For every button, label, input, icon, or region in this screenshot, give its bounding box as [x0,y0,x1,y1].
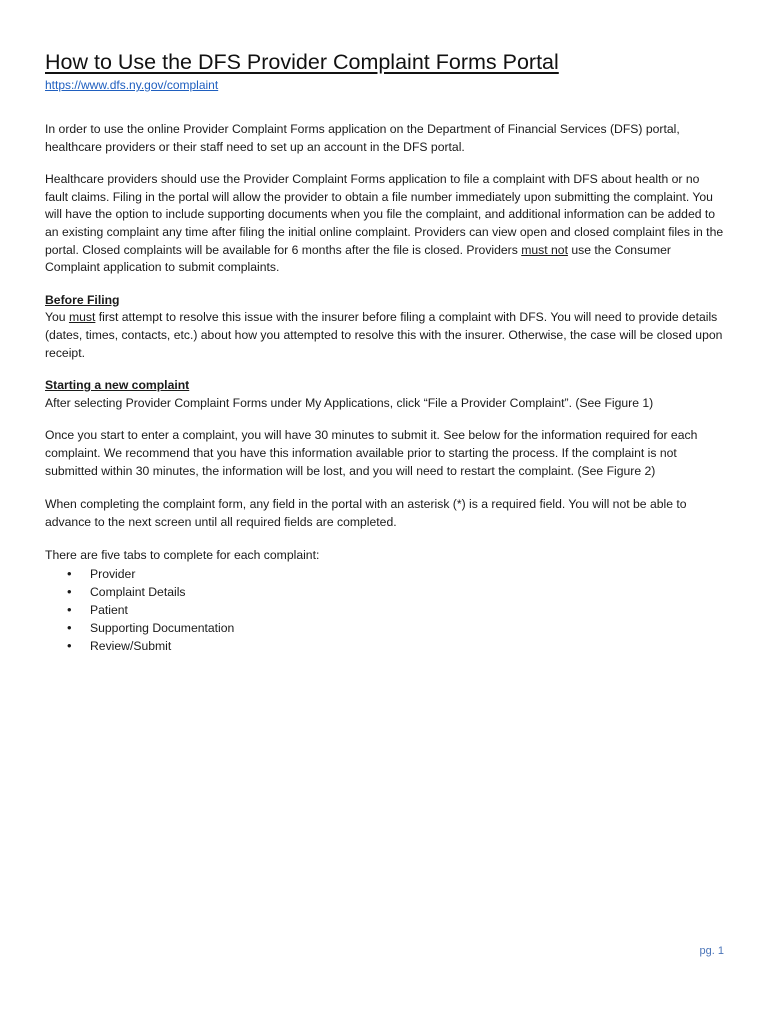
before-filing-paragraph [45,309,725,362]
required-fields-paragraph: When completing the complaint form, any field in the portal with an asterisk (*) is a required field. You will not be able to advance to the next screen until all required fields are completed. [45,497,687,529]
before-filing-heading [45,292,725,310]
list-item: • Provider [67,565,725,583]
before-filing-text: first attempt to resolve this issue with the insurer before filing a complaint with DFS. You will need to provide details (dates, times, contacts, etc.) about how you attempted to resolve this with the insurer. Otherwise, the case will be closed upon receipt. [45,310,723,360]
intro-paragraph: In order to use the online Provider Complaint Forms application on the Department of Financial Services (DFS) portal, healthcare providers or their staff need to set up an account in the DFS portal. [45,122,680,154]
list-item: • Patient [67,601,725,619]
list-item: • Complaint Details [67,583,725,601]
list-item: • Review/Submit [67,637,725,655]
starting-paragraph: After selecting Provider Complaint Forms under My Applications, click “File a Provider Complaint”. (See Figure 1) [45,395,654,410]
overview-tail-text: use the Consumer Complaint application to submit complaints. [45,242,671,275]
tabs-list [45,565,725,655]
page-number: pg. 1 [699,945,724,957]
starting-heading-text: Starting a new complaint [45,378,190,393]
before-filing-lead: You [45,310,69,325]
complaint-portal-link[interactable]: https://www.dfs.ny.gov/complaint [45,78,219,92]
list-item: • Supporting Documentation [67,619,725,637]
before-filing-heading-text: Before Filing [45,292,120,307]
tabs-intro: There are five tabs to complete for each complaint: [45,548,320,563]
overview-main-text: Healthcare providers should use the Provider Complaint Forms application to file a complaint with DFS about health or no fault claims. Filing in the portal will allow the provider to obtain a file number immediately upon submitting the complaint. You will have the option to include supporting documents when you file the complaint, and additional information can be added to an existing complaint any time after filing the initial online complaint. Providers can view open and closed complaint files in the portal. Closed complaints will be available for 6 months after the file is closed. Providers [45,172,724,257]
before-filing-emphasis: must [68,310,96,325]
time-limit-paragraph: Once you start to enter a complaint, you will have 30 minutes to submit it. See below for the information required for each complaint. We recommend that you have this information available prior to starting the process. If the complaint is not submitted within 30 minutes, the information will be lost, and you will need to restart the complaint. (See Figure 2) [45,428,698,478]
overview-emphasis: must not [521,242,568,257]
document-page [45,48,725,655]
starting-heading [45,377,725,395]
page-title: How to Use the DFS Provider Complaint Forms Portal [45,50,559,74]
overview-paragraph [45,171,725,277]
